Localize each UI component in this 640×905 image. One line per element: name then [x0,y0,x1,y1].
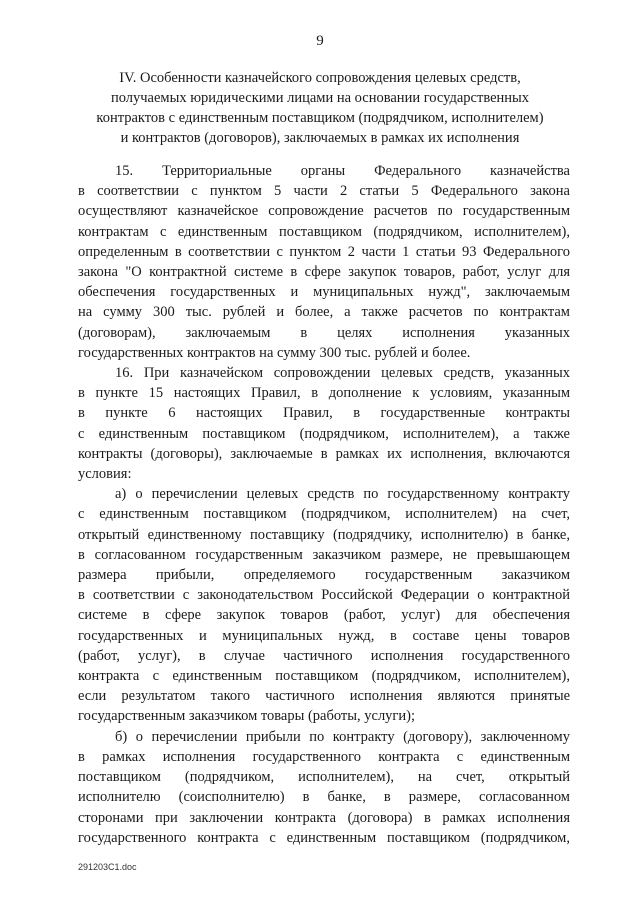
paragraph-line: если результатом такого частичного исполнения являются принятые [78,688,570,705]
section-heading [90,68,550,148]
paragraph [78,161,570,363]
paragraph-line: а) о перечислении целевых средств по государственному контракту [115,486,570,503]
paragraph [78,363,570,484]
paragraph-line: в пункте 6 настоящих Правил, в государственные контракты [78,405,570,422]
paragraph-line: контракты (договоры), заключаемые в рамках их исполнения, включаются [78,445,570,462]
paragraph-line: государственных контрактов на сумму 300 тыс. рублей и более. [78,344,471,361]
heading-line: и контрактов (договоров), заключаемых в рамках их исполнения [120,130,520,146]
paragraph-line: системе в сфере закупок товаров (работ, услуг) для обеспечения [78,607,570,624]
paragraph-line: на сумму 300 тыс. рублей и более, а также расчетов по контрактам [78,304,570,321]
heading-line: контрактов с единственным поставщиком (подрядчиком, исполнителем) [96,110,544,126]
paragraph-line: 15. Территориальные органы Федерального казначейства [115,163,570,179]
paragraph-line: осуществляют казначейское сопровождение расчетов по государственным [78,203,570,220]
page-number: 9 [316,33,324,49]
paragraph-line: б) о перечислении прибыли по контракту (договору), заключенному [115,728,570,745]
paragraph-line: в соответствии с пунктом 5 части 2 статьи 5 Федерального закона [78,183,570,200]
heading-line: IV. Особенности казначейского сопровождения целевых средств, [119,70,521,86]
paragraph-line: с единственным поставщиком (подрядчиком, исполнителем), а также [78,425,570,442]
paragraph-line: поставщиком (подрядчиком, исполнителем), на счет, открытый [78,769,570,786]
paragraph-line: 16. При казначейском сопровождении целевых средств, указанных [115,365,570,382]
paragraph-line: (договорам), заключаемым в целях исполнения указанных [78,324,570,341]
paragraph-line: в рамках исполнения государственного контракта с единственным [78,748,570,765]
paragraph-line: сторонами при заключении контракта (договора) в рамках исполнения [78,809,570,826]
paragraph-line: государственного контракта с единственным поставщиком (подрядчиком, [78,829,570,846]
paragraph-line: условия: [78,466,132,483]
paragraph [78,727,570,848]
paragraph-line: контрактам с единственным поставщиком (подрядчиком, исполнителем), [78,223,570,240]
paragraph-line: с единственным поставщиком (подрядчиком, исполнителем) на счет, [78,506,570,523]
paragraph-line: в соответствии с законодательством Российской Федерации о контрактной [78,587,570,604]
paragraph-line: государственных и муниципальных нужд, в составе цены товаров [78,627,570,644]
paragraph-line: (работ, услуг), в случае частичного исполнения государственного [78,647,570,664]
file-name-footer: 291203C1.doc [78,862,137,872]
paragraph-line: в пункте 15 настоящих Правил, в дополнение к условиям, указанным [78,385,570,402]
paragraph-line: обеспечения государственных и муниципальных нужд", заключаемым [78,284,570,301]
paragraph-line: исполнителю (соисполнителю) в банке, в размере, согласованном [78,789,570,806]
heading-line: получаемых юридическими лицами на основании государственных [110,90,530,106]
paragraph-line: определенным в соответствии с пунктом 2 части 1 статьи 93 Федерального [78,243,570,260]
paragraph [78,484,570,726]
paragraph-line: государственным заказчиком товары (работы, услуги); [78,708,415,725]
document-body [78,161,570,848]
paragraph-line: размера прибыли, определяемого государственным заказчиком [78,567,570,584]
paragraph-line: в согласованном государственным заказчиком размере, не превышающем [78,546,570,563]
paragraph-line: закона "О контрактной системе в сфере закупок товаров, работ, услуг для [78,264,570,281]
paragraph-line: контракта с единственным поставщиком (подрядчиком, исполнителем), [78,668,570,685]
paragraph-line: открытый единственному поставщику (подрядчику, исполнителю) в банке, [78,526,570,543]
